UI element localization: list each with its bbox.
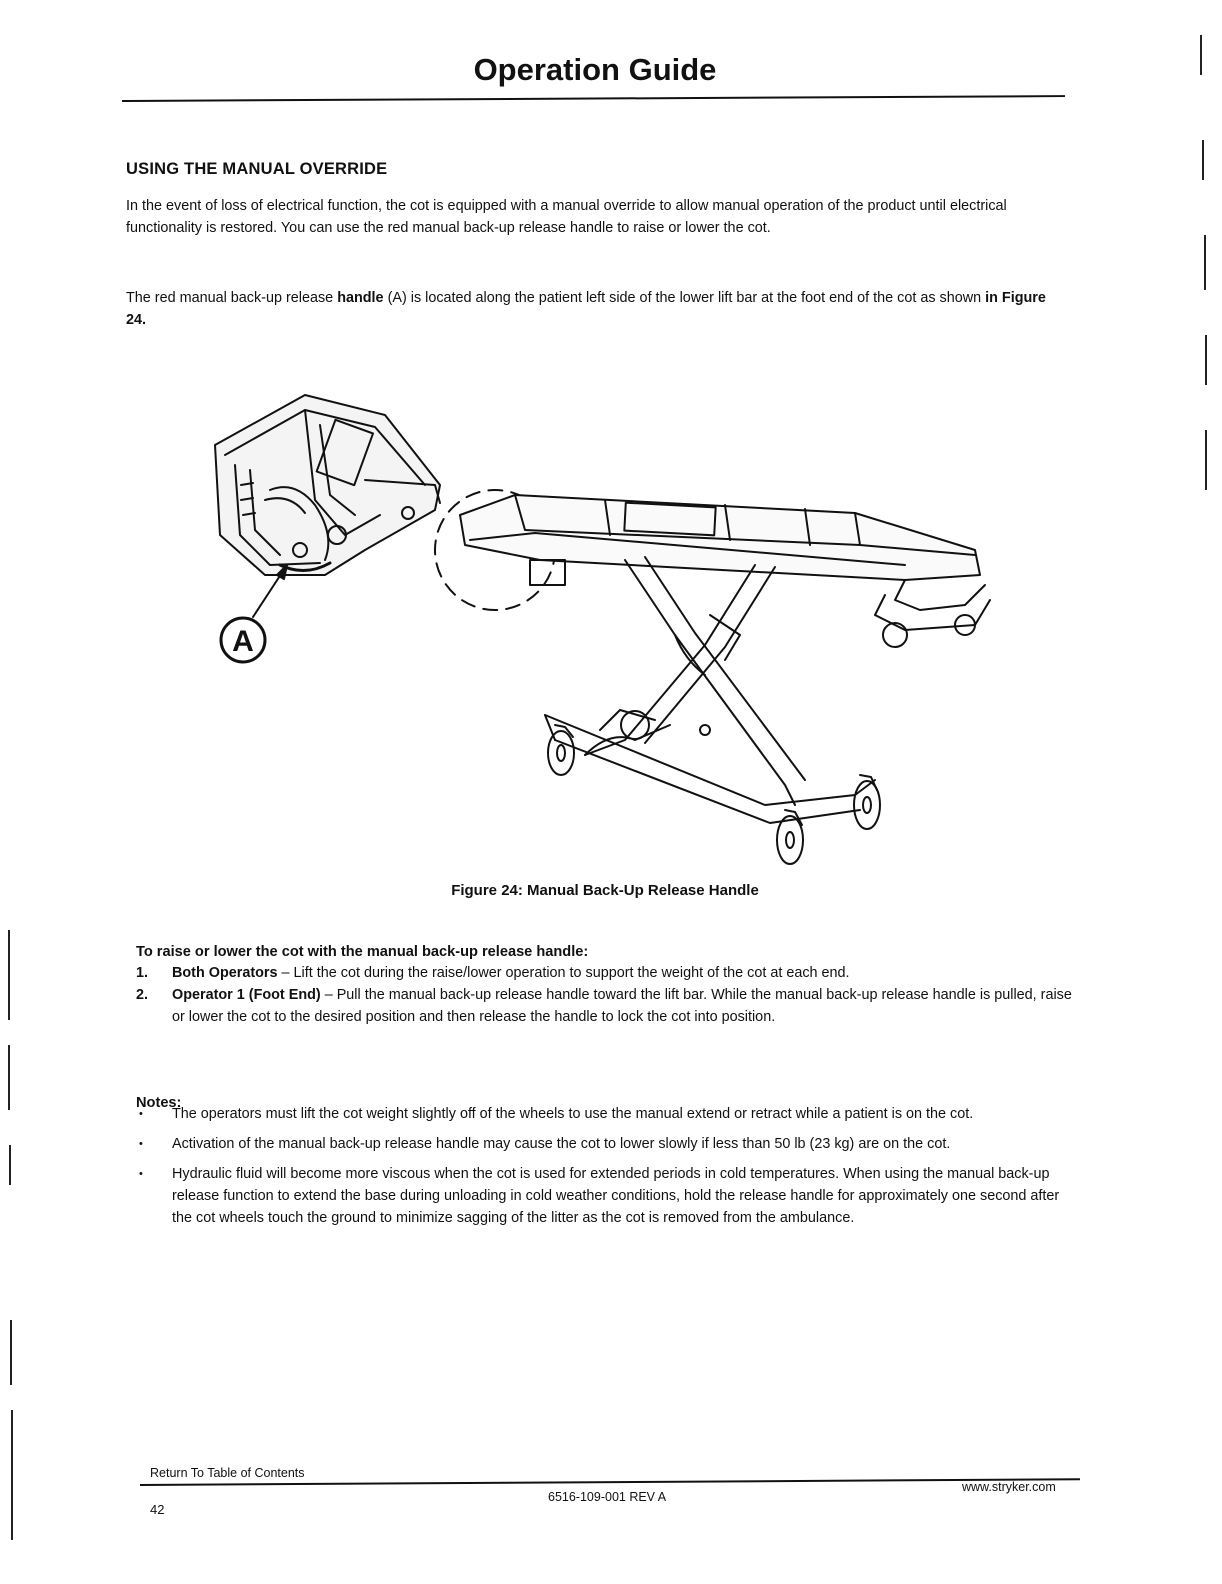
note-item: • Activation of the manual back-up release handle may cause the cot to lower slowly if less than 50 lb (23 kg) are on the cot.	[136, 1133, 1081, 1155]
callout-label: A	[232, 625, 254, 658]
step-text: – Lift the cot during the raise/lower operation to support the weight of the cot at each end.	[277, 965, 850, 981]
step-text: – Pull the manual back-up release handle toward the lift bar. While the manual back-up release handle is pulled, raise or lower the cot to the desired position and then release the handle to lock the cot into position.	[172, 987, 1072, 1025]
location-text-handle: handle	[337, 290, 384, 306]
location-text-middle: (A) is located along the patient left side of the lower lift bar at the foot end of the cot as shown	[383, 290, 986, 306]
scan-mark	[8, 930, 10, 1020]
section-heading: USING THE MANUAL OVERRIDE	[126, 160, 388, 178]
page-number: 42	[150, 1502, 165, 1517]
header-rule	[122, 95, 1065, 102]
figure-caption: Figure 24: Manual Back-Up Release Handle	[451, 882, 759, 899]
step-actor: Operator 1 (Foot End)	[172, 987, 321, 1003]
note-item: • Hydraulic fluid will become more viscous when the cot is used for extended periods in cold temperatures. When using the manual back-up release function to extend the base during unloading in cold weather conditions, hold the release handle for approximately one second after the cot wheels touch the ground to minimize sagging of the litter as the cot is removed from the ambulance.	[136, 1163, 1081, 1229]
website-url: www.stryker.com	[962, 1480, 1056, 1494]
step-number: 2.	[136, 987, 149, 1003]
cot-illustration	[205, 385, 1005, 875]
cot-base	[545, 557, 880, 864]
scan-mark	[1202, 140, 1204, 180]
notes-list	[136, 1103, 1081, 1237]
scan-mark	[9, 1145, 11, 1185]
scan-mark	[11, 1410, 13, 1540]
figure-reference: in Figure 24.	[126, 290, 1046, 328]
scan-mark	[10, 1320, 12, 1385]
procedure-intro: To raise or lower the cot with the manual back-up release handle:	[136, 944, 589, 960]
wheel-foot-front	[777, 810, 803, 864]
page-title: Operation Guide	[473, 52, 717, 87]
procedure-step	[136, 962, 1081, 984]
scan-mark	[1200, 35, 1202, 75]
wheel-foot-back	[854, 775, 880, 829]
inset-detail-view	[215, 395, 440, 575]
procedure-step	[136, 984, 1081, 1028]
notes-heading: Notes:	[136, 1095, 182, 1111]
scan-mark	[8, 1045, 10, 1110]
intro-paragraph: In the event of loss of electrical function, the cot is equipped with a manual override to allow manual operation of the product until electrical functionality is restored. You can use the red manual back-up release handle to raise or lower the cot.	[126, 198, 1007, 236]
scan-mark	[1205, 335, 1207, 385]
scan-mark	[1205, 430, 1207, 490]
note-item: • The operators must lift the cot weight slightly off of the wheels to use the manual extend or retract while a patient is on the cot.	[136, 1103, 1081, 1125]
location-text-start: The red manual back-up release	[126, 290, 338, 306]
scan-mark	[1204, 235, 1206, 290]
document-number: 6516-109-001 REV A	[548, 1490, 667, 1504]
location-paragraph	[126, 287, 1066, 331]
step-actor: Both Operators	[172, 965, 278, 981]
return-to-toc-link[interactable]: Return To Table of Contents	[150, 1466, 305, 1480]
procedure-steps	[136, 962, 1081, 1028]
step-number: 1.	[136, 965, 149, 981]
